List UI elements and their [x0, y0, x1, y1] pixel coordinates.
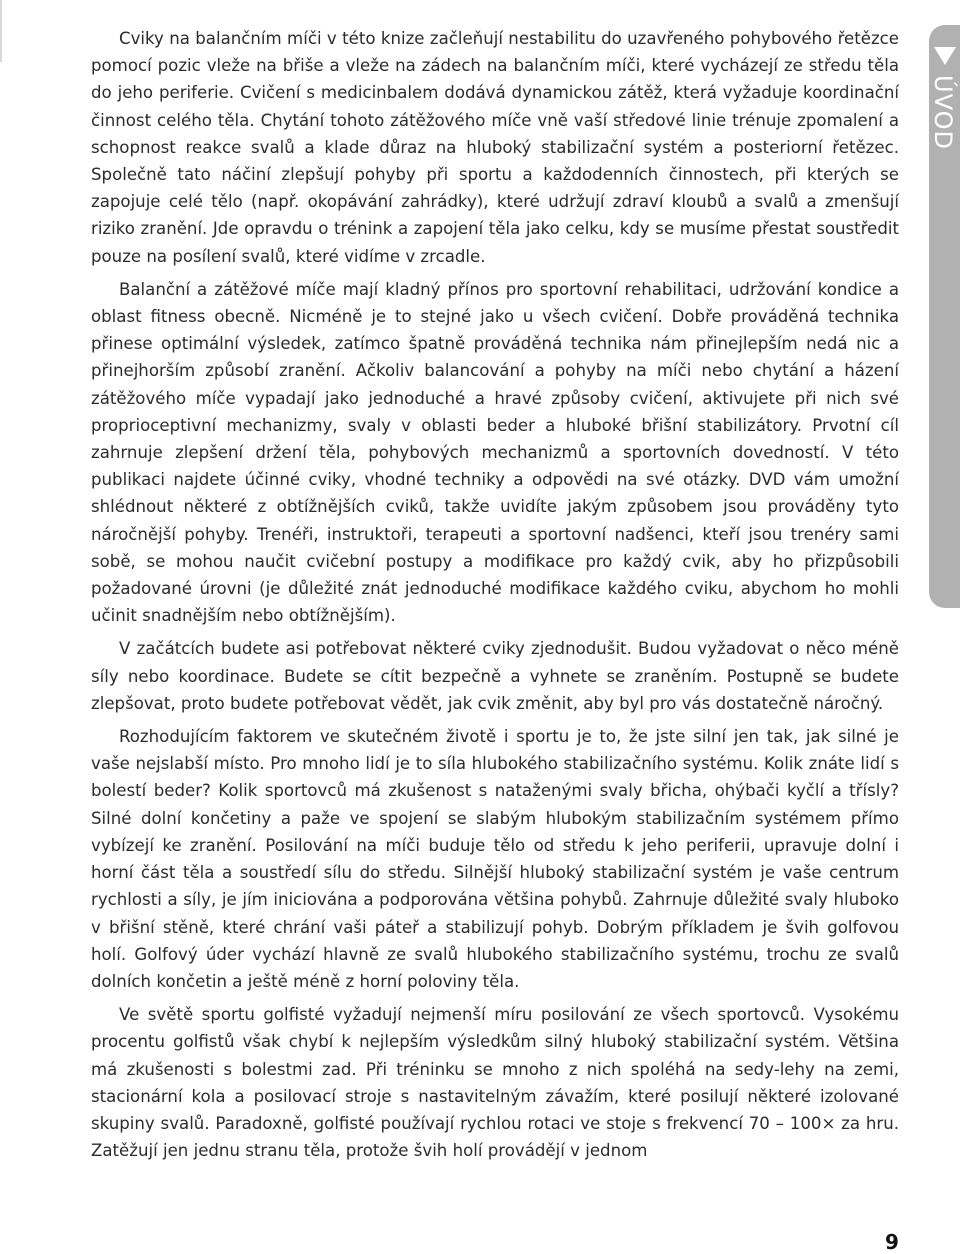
body-text	[91, 25, 899, 1170]
page-edge-line	[0, 0, 2, 62]
triangle-down-icon	[934, 47, 956, 65]
paragraph-1: Cviky na balančním míči v této knize začleňují nestabilitu do uzavřeného pohybového řetězce pomocí pozic vleže na břiše a vleže na zádech na balančním míči, které vycházejí ze středu těla do jeho periferie. Cvičení s medicinbalem dodává dynamickou zátěž, která vyžaduje koordinační činnost celého těla. Chytání tohoto zátěžového míče vně vaší středové linie trénuje zpomalení a schopnost reakce svalů a klade důraz na hluboký stabilizační systém a posteriorní řetězec. Společně tato náčiní zlepšují pohyby při sportu a každodenních činnostech, při kterých se zapojuje celé tělo (např. okopávání zahrádky), které udržují zdraví kloubů a svalů a zmenšují riziko zranění. Jde opravdu o trénink a zapojení těla jako celku, kdy se musíme přestat soustředit pouze na posílení svalů, které vidíme v zrcadle.	[91, 29, 899, 266]
paragraph-3: V začátcích budete asi potřebovat některé cviky zjednodušit. Budou vyžadovat o něco méně síly nebo koordinace. Budete se cítit bezpečně a vyhnete se zraněním. Postupně se budete zlepšovat, proto budete potřebovat vědět, jak cvik změnit, aby byl pro vás dostatečně náročný.	[91, 639, 899, 713]
paragraph-5: Ve světě sportu golfisté vyžadují nejmenší míru posilování ze všech sportovců. Vysokému procentu golfistů však chybí k nejlepším výsledkům silný hluboký stabilizační systém. Většina má zkušenosti s bolestmi zad. Při tréninku se mnoho z nich spoléhá na sedy-lehy na zemi, stacionární kola a posilovací stroje s nastavitelným závažím, které posilují některé izolované skupiny svalů. Paradoxně, golfisté používají rychlou rotaci ve stoje s frekvencí 70 – 100× za hru. Zatěžují jen jednu stranu těla, protože švih holí provádějí v jednom	[91, 1005, 899, 1161]
chapter-tab-label: ÚVOD	[929, 75, 957, 150]
paragraph-4: Rozhodujícím faktorem ve skutečném životě i sportu je to, že jste silní jen tak, jak silné je vaše nejslabší místo. Pro mnoho lidí je to síla hlubokého stabilizačního systému. Kolik znáte lidí s bolestí beder? Kolik sportovců má zkušenost s nataženými svaly břicha, ohýbači kyčlí a třísly? Silné dolní končetiny a paže ve spojení se slabým hlubokým stabilizačním systémem přímo vybízejí ke zranění. Posilování na míči buduje tělo od středu k jeho periferii, upravuje dolní i horní část těla a soustředí sílu do středu. Silnější hluboký stabilizační systém je vaše centrum rychlosti a síly, je jím iniciována a podporována většina pohybů. Zahrnuje důležité svaly hluboko v břišní stěně, které chrání vaši páteř a stabilizují pohyb. Dobrým příkladem je švih golfovou holí. Golfový úder vychází hlavně ze svalů hlubokého stabilizačního systému, trochu ze svalů dolních končetin a ještě méně z horní poloviny těla.	[91, 727, 899, 991]
chapter-side-tab[interactable]	[929, 25, 960, 608]
page-number: 9	[885, 1230, 899, 1254]
paragraph-2: Balanční a zátěžové míče mají kladný přínos pro sportovní rehabilitaci, udržování kondice a oblast fitness obecně. Nicméně je to stejné jako u všech cvičení. Dobře prováděná technika přinese optimální výsledek, zatímco špatně prováděná technika nám přinejlepším nedá nic a přinejhorším způsobí zranění. Ačkoliv balancování a pohyby na míči nebo chytání a házení zátěžového míče vypadají jako jednoduché a hravé způsoby cvičení, aktivujete při nich své proprioceptivní mechanizmy, svaly v oblasti beder a hluboké břišní stabilizátory. Prvotní cíl zahrnuje zlepšení držení těla, pohybových mechanizmů a sportovních dovedností. V této publikaci najdete účinné cviky, vhodné techniky a odpovědi na své otázky. DVD vám umožní shlédnout některé z obtížnějších cviků, takže uvidíte jakým způsobem jsou prováděny tyto náročnější pohyby. Trenéři, instruktoři, terapeuti a sportovní nadšenci, kteří jsou trenéry sami sobě, se mohou naučit cvičební postupy a modifikace pro každý cvik, aby ho přizpůsobili požadované úrovni (je důležité znát jednoduché modifikace každého cviku, abychom ho mohli učinit snadnějším nebo obtížnějším).	[91, 279, 899, 626]
